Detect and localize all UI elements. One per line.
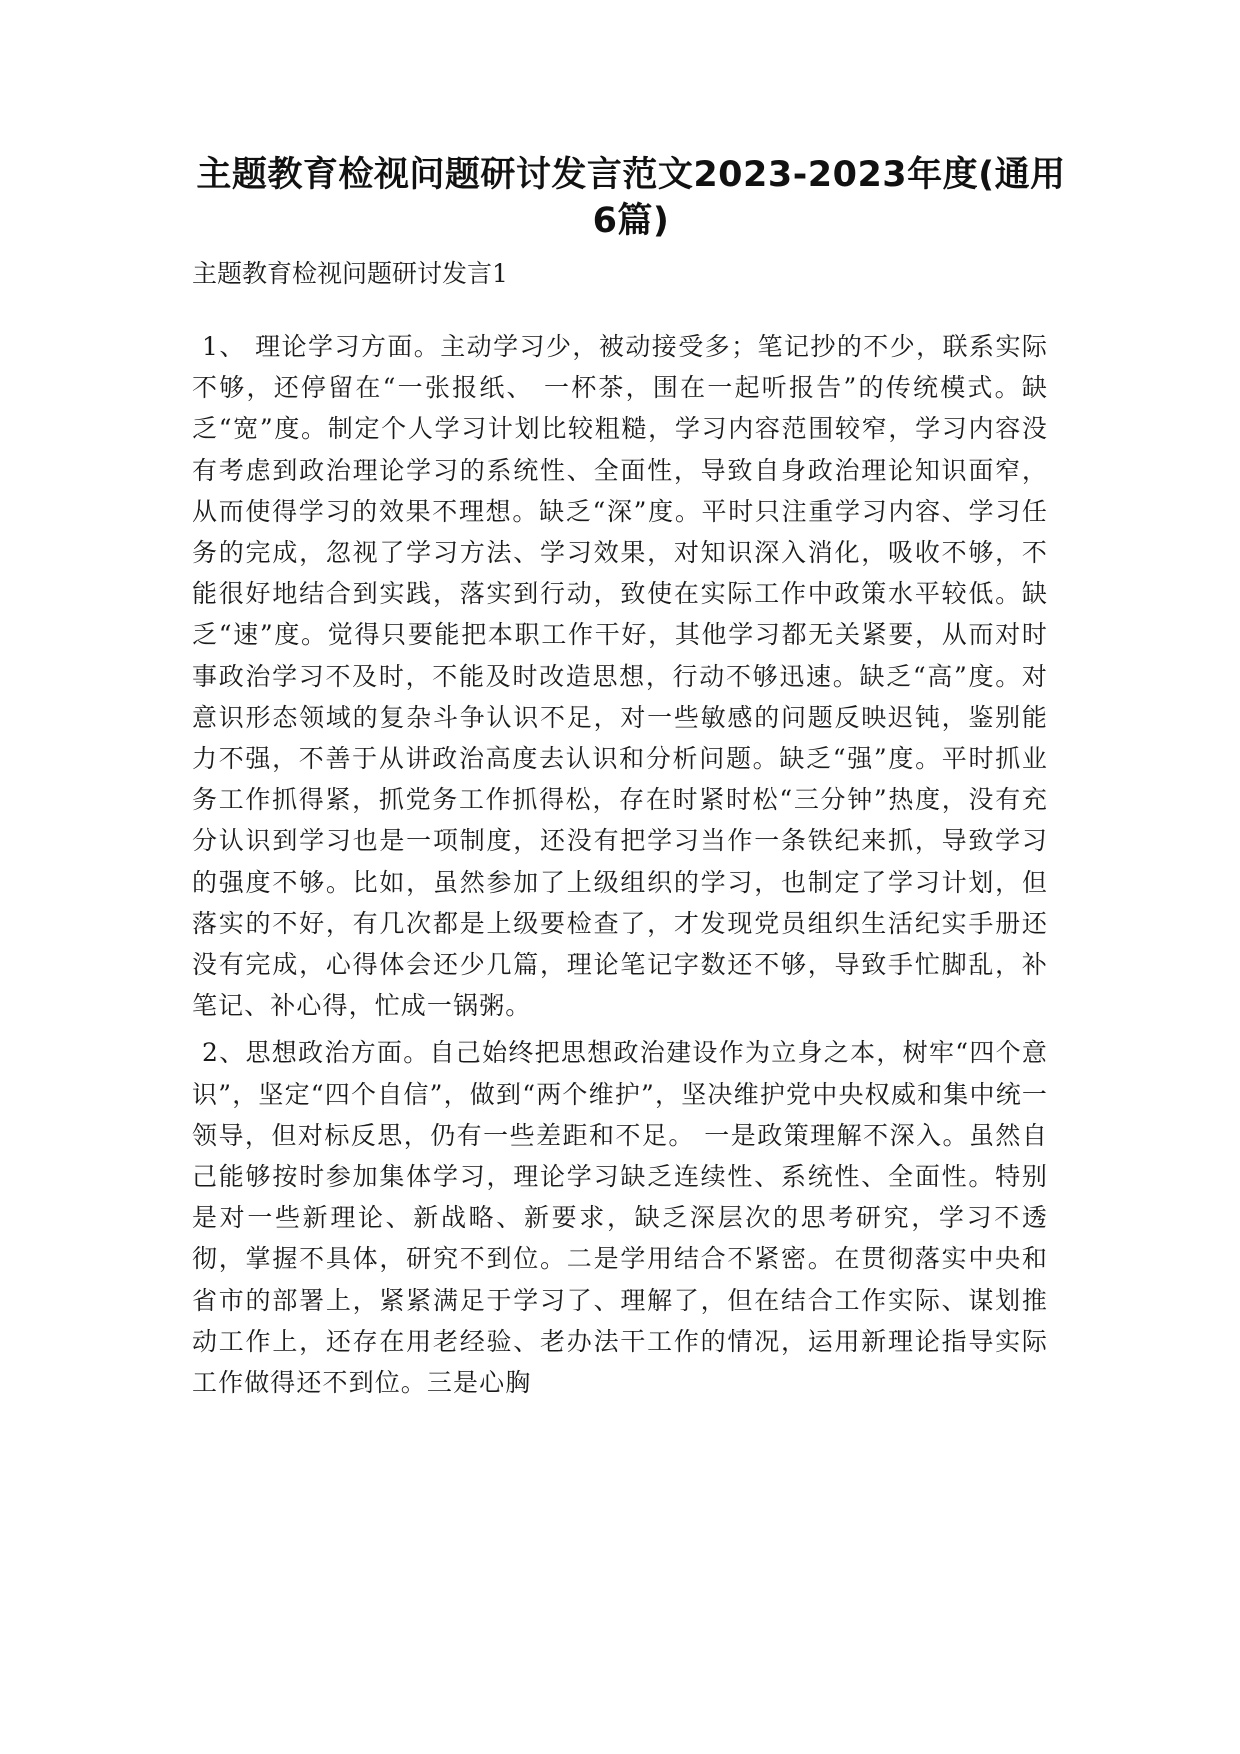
- section-heading: 主题教育检视问题研讨发言1: [192, 259, 508, 288]
- document-body: [192, 326, 1048, 1409]
- paragraph-theory-study: 1、 理论学习方面。主动学习少，被动接受多；笔记抄的不少，联系实际不够，还停留在“一张报纸、 一杯茶，围在一起听报告”的传统模式。缺乏“宽”度。制定个人学习计划比较粗糙，学习内容范围较窄，学习内容没有考虑到政治理论学习的系统性、全面性，导致自身政治理论知识面窄，从而使得学习的效果不理想。缺乏“深”度。平时只注重学习内容、学习任务的完成，忽视了学习方法、学习效果，对知识深入消化，吸收不够，不能很好地结合到实践，落实到行动，致使在实际工作中政策水平较低。缺乏“速”度。觉得只要能把本职工作干好，其他学习都无关紧要，从而对时事政治学习不及时，不能及时改造思想，行动不够迅速。缺乏“高”度。对意识形态领域的复杂斗争认识不足，对一些敏感的问题反映迟钝，鉴别能力不强，不善于从讲政治高度去认识和分析问题。缺乏“强”度。平时抓业务工作抓得紧，抓党务工作抓得松，存在时紧时松“三分钟”热度，没有充分认识到学习也是一项制度，还没有把学习当作一条铁纪来抓，导致学习的强度不够。比如，虽然参加了上级组织的学习，也制定了学习计划，但落实的不好，有几次都是上级要检查了，才发现党员组织生活纪实手册还没有完成，心得体会还少几篇，理论笔记字数还不够，导致手忙脚乱，补笔记、补心得，忙成一锅粥。: [192, 332, 1048, 1021]
- paragraph-ideological-politics: 2、思想政治方面。自己始终把思想政治建设作为立身之本，树牢“四个意识”，坚定“四个自信”，做到“两个维护”，坚决维护党中央权威和集中统一领导，但对标反思，仍有一些差距和不足。 一是政策理解不深入。虽然自己能够按时参加集体学习，理论学习缺乏连续性、系统性、全面性。特别是对一些新理论、新战略、新要求，缺乏深层次的思考研究，学习不透彻，掌握不具体，研究不到位。二是学用结合不紧密。在贯彻落实中央和省市的部署上，紧紧满足于学习了、理解了，但在结合工作实际、谋划推动工作上，还存在用老经验、老办法干工作的情况，运用新理论指导实际工作做得还不到位。三是心胸: [192, 1038, 1048, 1398]
- document-title: 主题教育检视问题研讨发言范文2023-2023年度(通用 6篇): [196, 155, 1066, 241]
